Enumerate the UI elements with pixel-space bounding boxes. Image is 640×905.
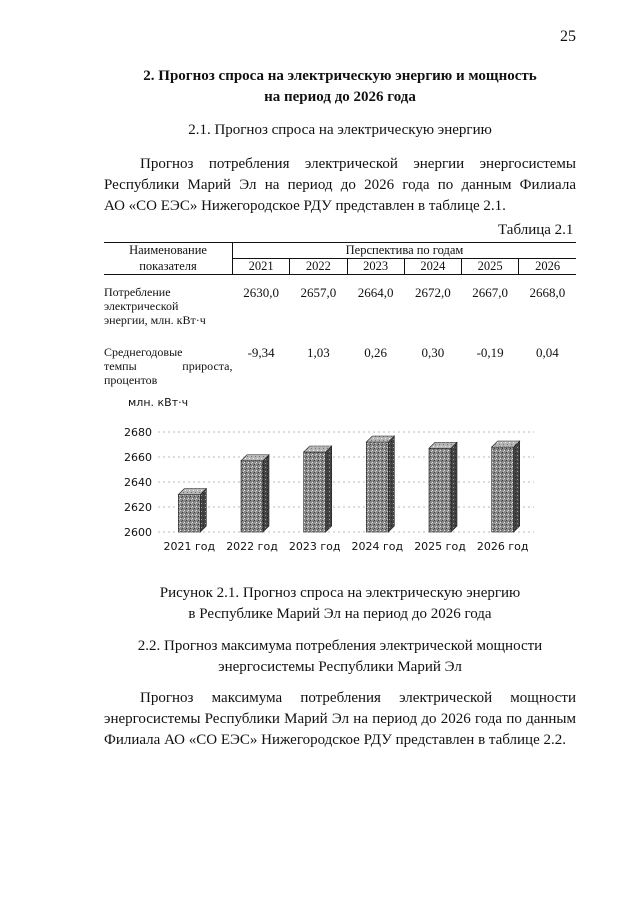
table-cell: 2630,0	[243, 285, 279, 300]
bar	[178, 489, 206, 533]
table-cell: 1,03	[307, 345, 330, 360]
subsection-title-2-2	[100, 636, 580, 678]
x-tick-label: 2026 год	[476, 540, 529, 553]
forecast-table	[104, 242, 576, 395]
table-cell: 2667,0	[472, 285, 508, 300]
paragraph-line: Республики Марий Эл на период до 2026 года по данным Филиала	[104, 177, 576, 193]
year-header: 2021	[233, 259, 290, 275]
row-name-line: электрической	[104, 299, 179, 313]
bar	[429, 442, 457, 532]
bar-front	[304, 452, 326, 532]
bar-side	[514, 441, 520, 532]
header-perspective: Перспектива по годам	[233, 243, 577, 259]
bar-front	[366, 442, 388, 532]
section-title-line-1: 2. Прогноз спроса на электрическую энергию и мощность	[143, 68, 537, 84]
x-tick-label: 2024 год	[351, 540, 404, 553]
paragraph-line: АО «СО ЕЭС» Нижегородское РДУ представлен в таблице 2.1.	[104, 198, 506, 214]
x-tick-label: 2022 год	[226, 540, 278, 553]
table-cell: 0,04	[536, 345, 559, 360]
year-header: 2023	[347, 259, 404, 275]
section-title	[100, 66, 580, 108]
header-name-line-1: Наименование	[104, 243, 233, 259]
y-tick-label: 2620	[124, 501, 152, 514]
row-name	[104, 275, 233, 336]
paragraph-2-2	[104, 688, 576, 751]
bar-front	[241, 461, 263, 532]
y-tick-label: 2680	[124, 426, 152, 439]
figure-caption-line-2: в Республике Марий Эл на период до 2026 года	[188, 606, 492, 622]
row-name-line: процентов	[104, 373, 158, 387]
bar	[366, 436, 394, 532]
page-number: 25	[560, 28, 576, 45]
bar-front	[492, 447, 514, 532]
row-name	[104, 335, 233, 395]
bar-chart-svg	[104, 390, 544, 562]
table-row	[104, 335, 576, 395]
y-tick-label: 2660	[124, 451, 152, 464]
row-name-line: Потребление	[104, 285, 171, 299]
subsection-title-2-2-line-2: энергосистемы Республики Марий Эл	[218, 659, 462, 675]
header-name-line-2: показателя	[104, 259, 233, 275]
x-tick-label: 2023 год	[288, 540, 341, 553]
year-header: 2025	[462, 259, 519, 275]
year-header: 2022	[290, 259, 347, 275]
bar-side	[326, 446, 332, 532]
consumption-chart	[104, 390, 544, 562]
paragraph-line: Прогноз потребления электрической энергии энергосистемы	[140, 156, 576, 172]
x-tick-label: 2025 год	[414, 540, 466, 553]
bar-side	[200, 489, 206, 533]
table-cell: -9,34	[247, 345, 275, 360]
bar	[492, 441, 520, 532]
x-tick-label: 2021 год	[163, 540, 216, 553]
section-title-line-2: на период до 2026 года	[264, 89, 416, 105]
row-name-line: энергии, млн. кВт·ч	[104, 313, 206, 327]
row-name-line: Среднегодовые	[104, 345, 183, 359]
paragraph-2-1	[104, 154, 576, 217]
subsection-title-2-2-line-1: 2.2. Прогноз максимума потребления электрической мощности	[137, 638, 543, 654]
year-header: 2024	[404, 259, 461, 275]
paragraph-line: энергосистемы Республики Марий Эл на период до 2026 года по данным	[104, 711, 576, 727]
bar-side	[388, 436, 394, 532]
paragraph-line: Прогноз максимума потребления электрической мощности	[140, 690, 576, 706]
table-row	[104, 275, 576, 336]
row-name-line: темпы прироста,	[104, 359, 233, 373]
y-tick-label: 2640	[124, 476, 152, 489]
y-axis-label: млн. кВт·ч	[128, 396, 189, 409]
table-label: Таблица 2.1	[498, 222, 574, 238]
table-cell: 2672,0	[415, 285, 451, 300]
bar-side	[451, 442, 457, 532]
table-cell: 2657,0	[300, 285, 337, 300]
bar	[304, 446, 332, 532]
bar-front	[178, 495, 200, 533]
subsection-title-2-1: 2.1. Прогноз спроса на электрическую энергию	[188, 122, 492, 138]
paragraph-line: Филиала АО «СО ЕЭС» Нижегородское РДУ представлен в таблице 2.2.	[104, 732, 566, 748]
table-cell: 0,30	[421, 345, 445, 360]
bar	[241, 455, 269, 532]
y-tick-label: 2600	[124, 526, 152, 539]
figure-caption-line-1: Рисунок 2.1. Прогноз спроса на электрическую энергию	[159, 585, 521, 601]
year-header: 2026	[519, 259, 576, 275]
figure-caption	[100, 583, 580, 625]
table-cell: -0,19	[476, 345, 504, 360]
table-cell: 2668,0	[529, 285, 566, 300]
bar-side	[263, 455, 269, 532]
table-cell: 0,26	[364, 345, 387, 360]
table-cell: 2664,0	[357, 285, 394, 300]
bar-front	[429, 448, 451, 532]
